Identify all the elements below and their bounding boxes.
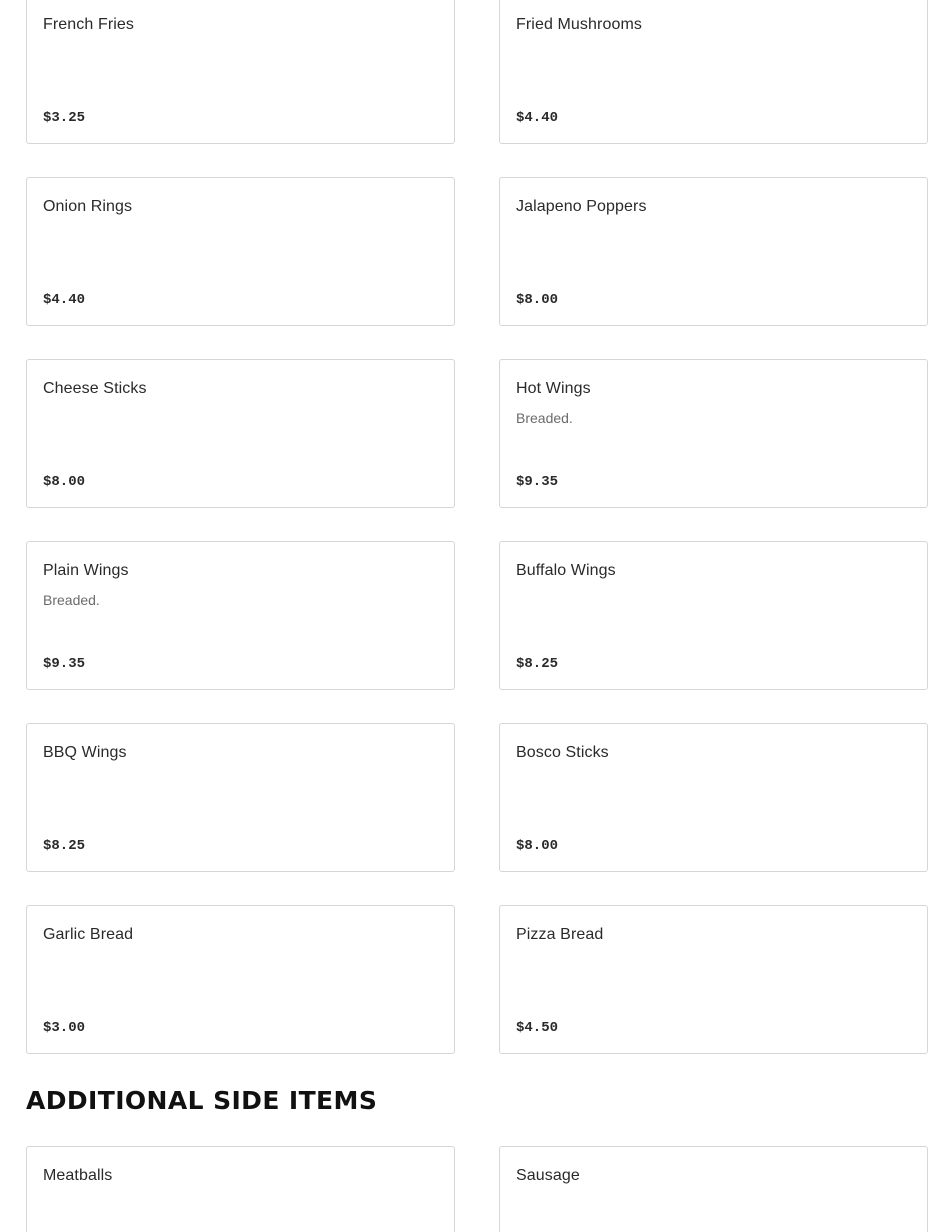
menu-item-name: Meatballs: [43, 1167, 113, 1184]
menu-item-price: $9.35: [43, 656, 86, 672]
menu-item-card[interactable]: [26, 1146, 455, 1232]
menu-item-price: $4.50: [516, 1020, 559, 1036]
menu-item-name: Bosco Sticks: [516, 744, 609, 761]
menu-item-description: Breaded.: [43, 592, 100, 608]
menu-item-card[interactable]: [499, 905, 928, 1054]
menu-item-price: $3.25: [43, 110, 86, 126]
menu-items-grid: [26, 0, 928, 1054]
menu-item-name: Buffalo Wings: [516, 562, 616, 579]
menu-item-price: $3.00: [43, 1020, 86, 1036]
menu-item-card[interactable]: [26, 541, 455, 690]
menu-item-description: Breaded.: [516, 410, 573, 426]
menu-page: [26, 0, 928, 1232]
menu-item-name: Jalapeno Poppers: [516, 198, 647, 215]
menu-item-name: Garlic Bread: [43, 926, 134, 943]
menu-item-name: Onion Rings: [43, 198, 133, 215]
menu-item-name: Fried Mushrooms: [516, 16, 642, 33]
menu-item-card[interactable]: [499, 1146, 928, 1232]
menu-item-card[interactable]: [499, 359, 928, 508]
menu-item-price: $4.40: [516, 110, 559, 126]
menu-item-price: $9.35: [516, 474, 559, 490]
menu-item-card[interactable]: [499, 177, 928, 326]
menu-item-name: Hot Wings: [516, 380, 591, 397]
menu-item-price: $8.25: [43, 838, 86, 854]
menu-item-card[interactable]: [26, 177, 455, 326]
menu-item-card[interactable]: [26, 905, 455, 1054]
menu-item-name: Cheese Sticks: [43, 380, 147, 397]
menu-item-name: Plain Wings: [43, 562, 129, 579]
menu-item-card[interactable]: [26, 723, 455, 872]
menu-item-name: French Fries: [43, 16, 134, 33]
menu-item-price: $8.00: [516, 292, 559, 308]
menu-item-price: $4.40: [43, 292, 86, 308]
menu-item-card[interactable]: [26, 0, 455, 144]
menu-item-name: Pizza Bread: [516, 926, 604, 943]
menu-item-price: $8.25: [516, 656, 559, 672]
menu-item-card[interactable]: [499, 0, 928, 144]
menu-item-name: BBQ Wings: [43, 744, 127, 761]
menu-item-card[interactable]: [26, 359, 455, 508]
section-title: ADDITIONAL SIDE ITEMS: [26, 1086, 378, 1115]
menu-item-card[interactable]: [499, 541, 928, 690]
menu-item-card[interactable]: [499, 723, 928, 872]
side-items-grid: [26, 1146, 928, 1232]
menu-item-price: $8.00: [43, 474, 86, 490]
menu-item-price: $8.00: [516, 838, 559, 854]
menu-item-name: Sausage: [516, 1167, 580, 1184]
